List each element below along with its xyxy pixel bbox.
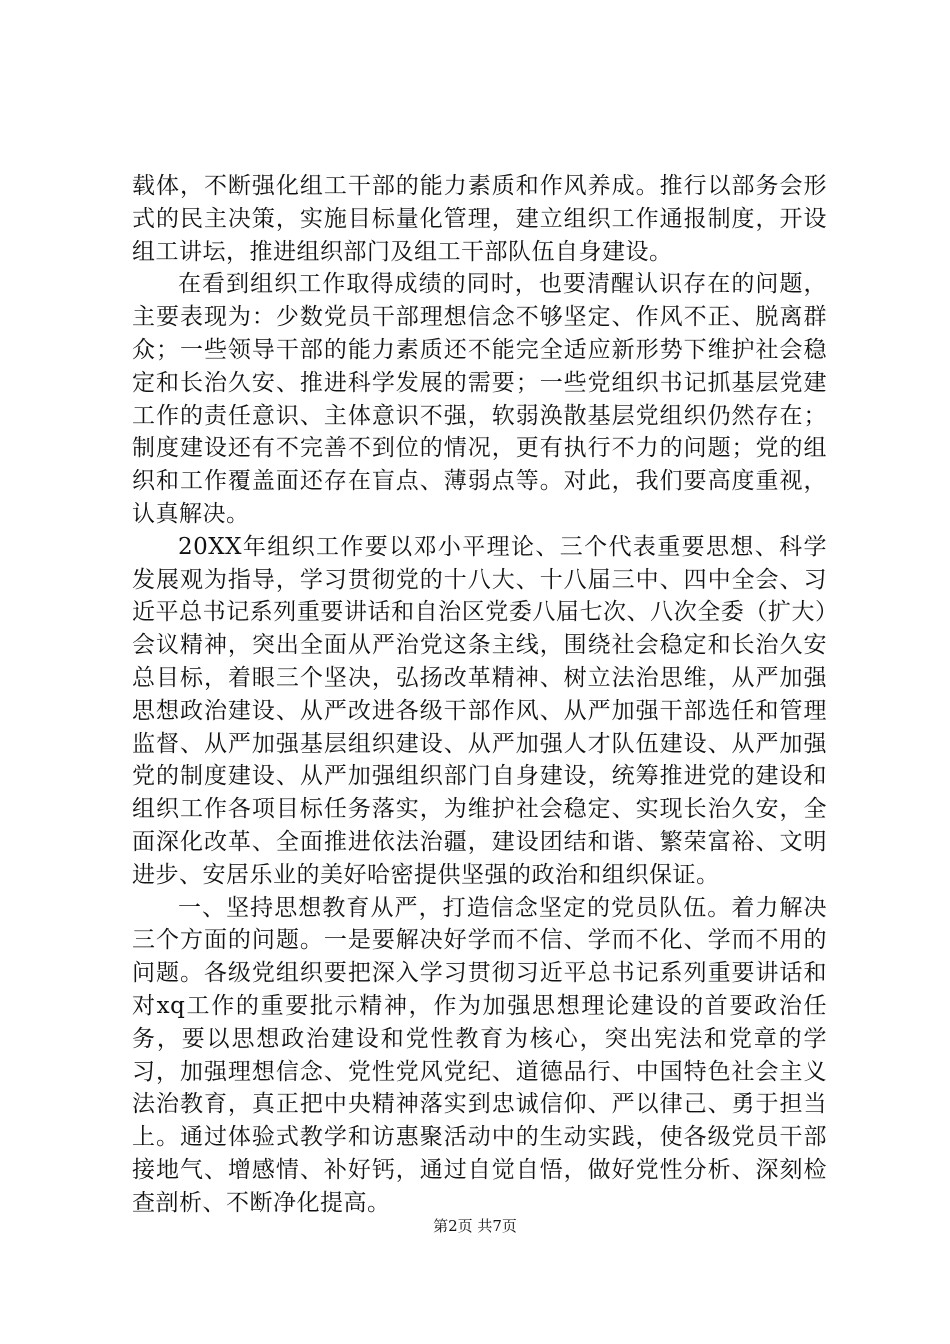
document-body xyxy=(132,170,827,1220)
page-number-footer: 第2页 共7页 xyxy=(433,1217,517,1235)
paragraph-problems: 在看到组织工作取得成绩的同时，也要清醒认识存在的问题，主要表现为：少数党员干部理想信念不够坚定、作风不正、脱离群众；一些领导干部的能力素质还不能完全适应新形势下维护社会稳定和长治久安、推进科学发展的需要；一些党组织书记抓基层党建工作的责任意识、主体意识不强，软弱涣散基层党组织仍然存在；制度建设还有不完善不到位的情况，更有执行不力的问题；党的组织和工作覆盖面还存在盲点、薄弱点等。对此，我们要高度重视，认真解决。 xyxy=(132,271,827,527)
paragraph-section-one: 一、坚持思想教育从严，打造信念坚定的党员队伍。着力解决三个方面的问题。一是要解决好学而不信、学而不化、学而不用的问题。各级党组织要把深入学习贯彻习近平总书记系列重要讲话和对xq工作的重要批示精神，作为加强思想理论建设的首要政治任务，要以思想政治建设和党性教育为核心，突出宪法和党章的学习，加强理想信念、党性党风党纪、道德品行、中国特色社会主义法治教育，真正把中央精神落实到忠诚信仰、严以律己、勇于担当上。通过体验式教学和访惠聚活动中的生动实践，使各级党员干部接地气、增感情、补好钙，通过自觉自悟，做好党性分析、深刻检查剖析、不断净化提高。 xyxy=(132,894,827,1216)
paragraph-guiding-principles: 20XX年组织工作要以邓小平理论、三个代表重要思想、科学发展观为指导，学习贯彻党的十八大、十八届三中、四中全会、习近平总书记系列重要讲话和自治区党委八届七次、八次全委（扩大）会议精神，突出全面从严治党这条主线，围绕社会稳定和长治久安总目标，着眼三个坚决，弘扬改革精神、树立法治思维，从严加强思想政治建设、从严改进各级干部作风、从严加强干部选任和管理监督、从严加强基层组织建设、从严加强人才队伍建设、从严加强党的制度建设、从严加强组织部门自身建设，统筹推进党的建设和组织工作各项目标任务落实，为维护社会稳定、实现长治久安，全面深化改革、全面推进依法治疆，建设团结和谐、繁荣富裕、文明进步、安居乐业的美好哈密提供坚强的政治和组织保证。 xyxy=(132,533,827,888)
paragraph-continuation: 载体，不断强化组工干部的能力素质和作风养成。推行以部务会形式的民主决策，实施目标量化管理，建立组织工作通报制度，开设组工讲坛，推进组织部门及组工干部队伍自身建设。 xyxy=(132,173,827,265)
